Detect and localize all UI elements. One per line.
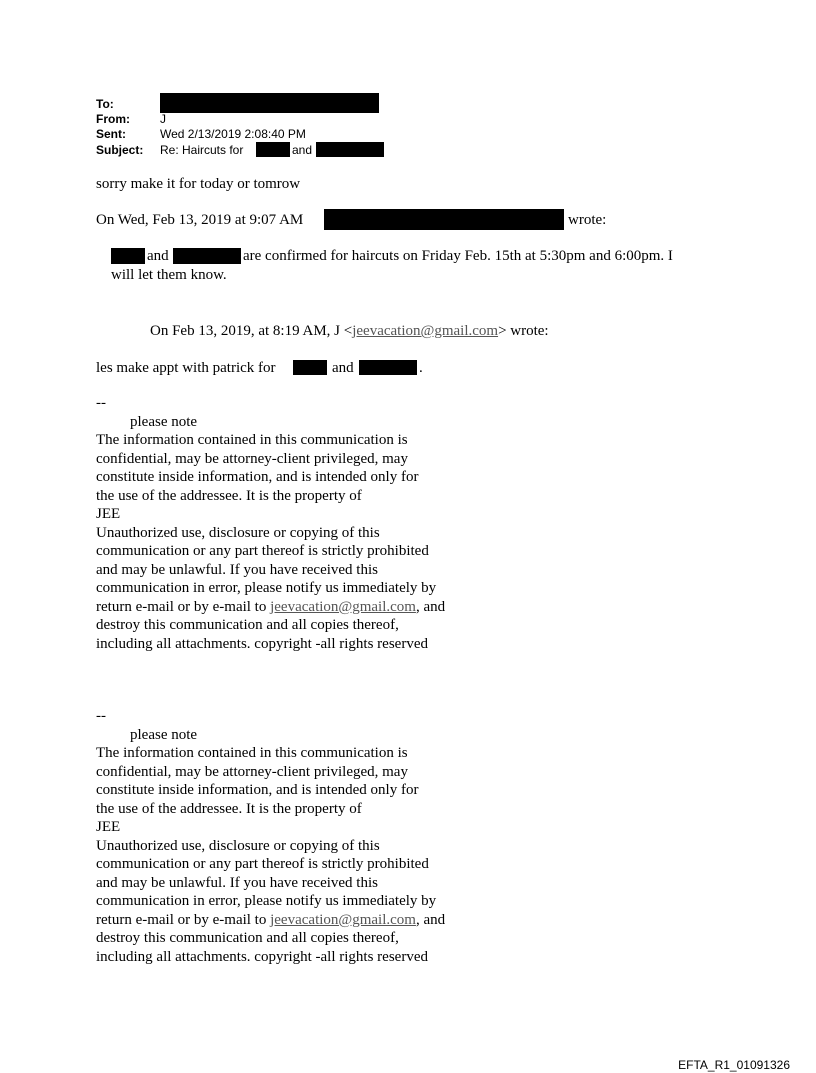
appt-text: les make appt with patrick for — [96, 360, 276, 376]
disclaimer-2 — [96, 707, 496, 966]
disclaimer-line: JEE — [96, 819, 121, 835]
disclaimer-line: communication or any part thereof is strictly prohibited — [96, 856, 429, 872]
disclaimer-line: The information contained in this communication is — [96, 432, 408, 448]
confirm-line-2: will let them know. — [111, 267, 227, 283]
reply-wrote: wrote: — [568, 212, 607, 228]
disclaimer-line: JEE — [96, 506, 121, 522]
redacted-recipient — [160, 93, 379, 113]
redacted-name-3 — [111, 248, 145, 264]
disclaimer-line: including all attachments. copyright -all rights reserved — [96, 948, 428, 965]
sent-label: Sent: — [96, 127, 126, 141]
disclaimer-line: The information contained in this communication is — [96, 745, 408, 761]
disclaimer-line: including all attachments. copyright -all rights reserved — [96, 635, 428, 652]
disclaimer-return-line: return e-mail or by e-mail to jeevacation@gmail.com, and — [96, 911, 446, 928]
subject-and: and — [292, 143, 313, 157]
disclaimer-line: and may be unlawful. If you have received this — [96, 874, 378, 891]
reply-intro: On Wed, Feb 13, 2019 at 9:07 AM — [96, 212, 304, 228]
quote-email-link[interactable]: jeevacation@gmail.com — [352, 323, 499, 339]
confirm-text: are confirmed for haircuts on Friday Feb. 15th at 5:30pm and 6:00pm. I — [243, 248, 673, 264]
disclaimer-line: communication or any part thereof is strictly prohibited — [96, 543, 429, 559]
disclaimer-line: Unauthorized use, disclosure or copying of this — [96, 837, 380, 854]
redacted-name-2 — [316, 142, 384, 157]
subject-prefix: Re: Haircuts for — [160, 143, 244, 157]
from-value: J — [160, 112, 166, 126]
sent-value: Wed 2/13/2019 2:08:40 PM — [160, 127, 306, 141]
disclaimer-line: the use of the addressee. It is the property of — [96, 800, 362, 817]
please-note: please note — [130, 726, 198, 743]
disclaimer-line: communication in error, please notify us immediately by — [96, 580, 437, 596]
quote-intro: On Feb 13, 2019, at 8:19 AM, J <jeevacation@gmail.com> wrote: — [150, 323, 549, 339]
disclaimer-line: confidential, may be attorney-client privileged, may — [96, 450, 408, 467]
disclaimer-line: destroy this communication and all copies thereof, — [96, 617, 399, 633]
please-note: please note — [130, 413, 198, 430]
redacted-name-4 — [173, 248, 241, 264]
redacted-name-1 — [256, 142, 290, 157]
to-label: To: — [96, 97, 114, 111]
disclaimer-return-line: return e-mail or by e-mail to jeevacation@gmail.com, and — [96, 598, 446, 615]
redacted-sender — [324, 209, 564, 230]
disclaimer-line: communication in error, please notify us immediately by — [96, 893, 437, 909]
disclaimer-line: constitute inside information, and is intended only for — [96, 782, 419, 798]
message-line: sorry make it for today or tomrow — [96, 176, 301, 192]
disclaimer-line: Unauthorized use, disclosure or copying of this — [96, 524, 380, 541]
from-label: From: — [96, 112, 130, 126]
redacted-name-6 — [359, 360, 417, 375]
subject-label: Subject: — [96, 143, 144, 157]
disclaimer-line: and may be unlawful. If you have received this — [96, 561, 378, 578]
appt-and: and — [332, 360, 354, 376]
disclaimer-1 — [96, 394, 496, 653]
disclaimer-line: the use of the addressee. It is the property of — [96, 487, 362, 504]
disclaimer-line: confidential, may be attorney-client privileged, may — [96, 763, 408, 780]
disclaimer-email-link[interactable]: jeevacation@gmail.com — [270, 598, 416, 615]
appt-period: . — [419, 360, 423, 376]
disclaimer-dashes: -- — [96, 395, 106, 411]
disclaimer-dashes: -- — [96, 708, 106, 724]
disclaimer-email-link[interactable]: jeevacation@gmail.com — [270, 911, 416, 928]
disclaimer-line: constitute inside information, and is intended only for — [96, 469, 419, 485]
redacted-name-5 — [293, 360, 327, 375]
disclaimer-line: destroy this communication and all copies thereof, — [96, 930, 399, 946]
confirm-and: and — [147, 248, 169, 264]
document-id: EFTA_R1_01091326 — [678, 1058, 790, 1072]
